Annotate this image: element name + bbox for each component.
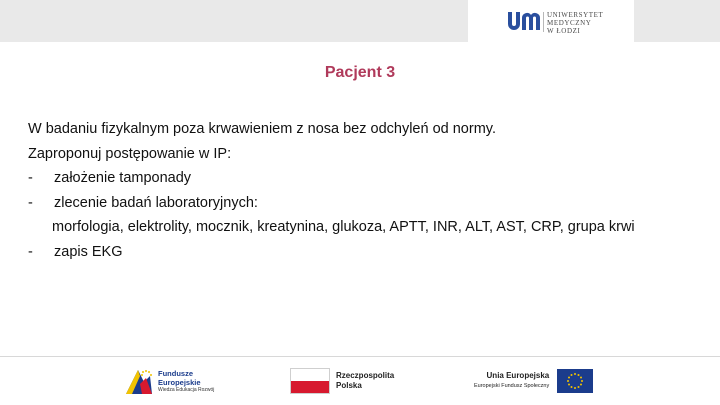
unia-europejska-text — [474, 371, 549, 391]
list-item-text: zapis EKG — [54, 243, 123, 260]
university-logo-mark-icon — [506, 8, 540, 34]
unia-europejska-logo — [474, 366, 593, 396]
university-name-line1: UNIWERSYTET — [547, 11, 604, 19]
logo-divider — [543, 12, 544, 32]
university-name — [547, 11, 603, 35]
eu-line2: Europejski Fundusz Społeczny — [474, 383, 550, 389]
fe-line1: Fundusze — [158, 368, 193, 378]
bullet-dash: - — [28, 243, 33, 260]
eu-line1: Unia Europejska — [486, 371, 550, 380]
fundusze-europejskie-icon — [124, 366, 154, 396]
rzeczpospolita-polska-logo — [290, 366, 394, 396]
task-prompt-text: Zaproponuj postępowanie w IP: — [28, 145, 232, 162]
list-item — [28, 240, 688, 265]
fe-line3: Wiedza Edukacja Rozwój — [158, 386, 215, 393]
fe-line2: Europejskie — [158, 377, 201, 387]
rp-line1: Rzeczpospolita — [336, 371, 395, 380]
lab-tests-text: morfologia, elektrolity, mocznik, kreatynina, glukoza, APTT, INR, ALT, AST, CRP, grupa krwi — [52, 219, 635, 235]
university-logo — [468, 0, 634, 42]
polish-flag-icon — [290, 368, 330, 394]
list-item — [28, 166, 688, 191]
slide-body — [28, 117, 688, 264]
fundusze-europejskie-text — [158, 369, 214, 394]
university-name-line2: MEDYCZNY — [547, 19, 592, 27]
bullet-dash: - — [28, 194, 33, 211]
list-item-text: założenie tamponady — [54, 170, 192, 186]
university-name-line3: W ŁODZI — [547, 27, 581, 35]
bullet-dash: - — [28, 170, 33, 186]
rp-line2: Polska — [336, 381, 362, 390]
slide-title: Pacjent 3 — [324, 64, 396, 81]
list-item — [28, 191, 688, 216]
fundusze-europejskie-logo — [124, 366, 214, 396]
eu-flag-icon — [557, 369, 593, 393]
rzeczpospolita-polska-text — [336, 371, 394, 391]
list-item-text: zlecenie badań laboratoryjnych: — [54, 194, 258, 211]
exam-findings-text: W badaniu fizykalnym poza krwawieniem z nosa bez odchyleń od normy. — [28, 121, 496, 137]
footer-divider — [0, 356, 720, 357]
